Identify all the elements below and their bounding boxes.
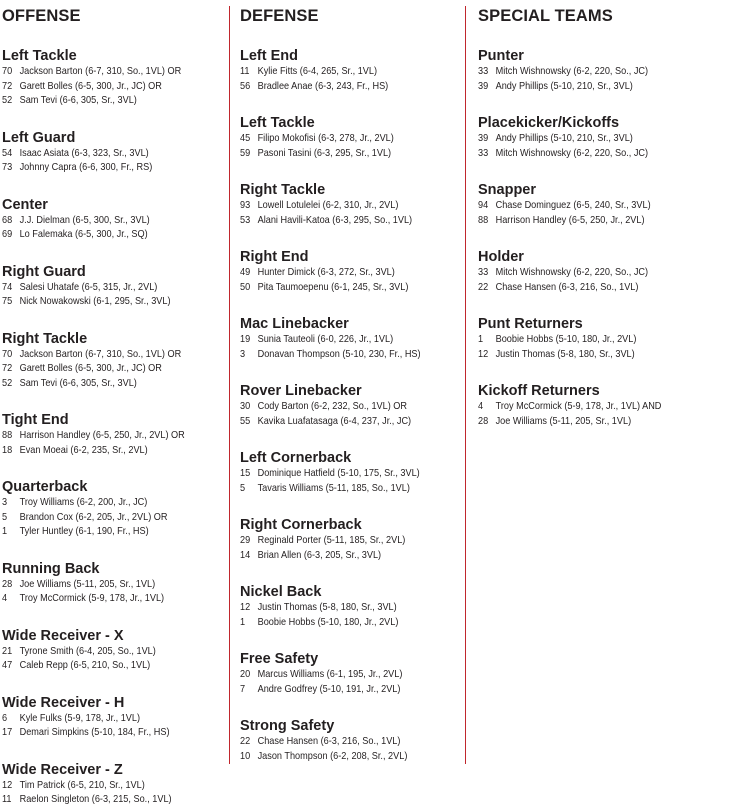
player-row xyxy=(478,66,648,78)
jersey-number: 70 xyxy=(2,348,13,360)
player-row xyxy=(240,334,393,346)
player-info: Mitch Wishnowsky (6-2, 220, So., JC) xyxy=(495,66,649,77)
player-row xyxy=(240,282,408,294)
position-heading: Wide Receiver - H xyxy=(2,694,125,711)
player-row xyxy=(478,282,638,294)
player-row xyxy=(2,81,162,93)
player-row xyxy=(2,296,171,308)
player-info: Troy McCormick (5-9, 178, Jr., 1VL) xyxy=(19,593,165,604)
jersey-number: 22 xyxy=(478,281,489,293)
player-row xyxy=(478,200,651,212)
player-row xyxy=(478,349,635,361)
player-info: Caleb Repp (6-5, 210, So., 1VL) xyxy=(19,660,151,671)
jersey-number: 70 xyxy=(2,66,13,77)
position-heading: Kickoff Returners xyxy=(478,383,600,399)
player-info: Isaac Asiata (6-3, 323, Sr., 3VL) xyxy=(19,147,149,159)
player-row xyxy=(240,133,394,145)
position-heading: Holder xyxy=(478,249,524,265)
jersey-number: 50 xyxy=(240,281,251,293)
jersey-number: 88 xyxy=(478,214,489,226)
player-info: Garett Bolles (6-5, 300, Jr., JC) OR xyxy=(19,80,162,92)
jersey-number: 10 xyxy=(240,750,251,762)
position-heading: Left Guard xyxy=(2,129,76,146)
player-info: Sam Tevi (6-6, 305, Sr., 3VL) xyxy=(19,95,137,106)
position-heading: Left Cornerback xyxy=(240,450,352,466)
player-info: Justin Thomas (5-8, 180, Sr., 3VL) xyxy=(257,602,397,613)
jersey-number: 6 xyxy=(2,712,8,724)
position-heading: Right Guard xyxy=(2,263,86,280)
player-info: Salesi Uhatafe (6-5, 315, Jr., 2VL) xyxy=(19,281,158,293)
player-info: Marcus Williams (6-1, 195, Jr., 2VL) xyxy=(257,669,403,680)
player-info: Demari Simpkins (5-10, 184, Fr., HS) xyxy=(19,727,170,738)
position-heading: Punter xyxy=(478,48,524,64)
player-row xyxy=(2,363,162,375)
player-row xyxy=(240,483,410,495)
player-info: Andy Phillips (5-10, 210, Sr., 3VL) xyxy=(495,80,633,92)
jersey-number: 47 xyxy=(2,660,13,671)
player-info: Filipo Mokofisi (6-3, 278, Jr., 2VL) xyxy=(257,133,394,144)
player-info: Harrison Handley (6-5, 250, Jr., 2VL) OR xyxy=(19,430,185,441)
jersey-number: 14 xyxy=(240,549,251,561)
player-row xyxy=(2,162,152,174)
jersey-number: 15 xyxy=(240,468,251,479)
player-row xyxy=(240,148,391,160)
player-info: Tavaris Williams (5-11, 185, So., 1VL) xyxy=(257,482,410,494)
jersey-number: 75 xyxy=(2,296,13,307)
player-info: Tyrone Smith (6-4, 205, So., 1VL) xyxy=(19,645,156,657)
player-row xyxy=(2,229,148,241)
player-info: Raelon Singleton (6-3, 215, So., 1VL) xyxy=(19,794,172,805)
jersey-number: 55 xyxy=(240,415,251,427)
player-row xyxy=(240,267,395,279)
jersey-number: 20 xyxy=(240,669,251,680)
position-heading: Rover Linebacker xyxy=(240,383,362,399)
player-row xyxy=(240,751,407,763)
player-row xyxy=(478,81,633,93)
jersey-number: 93 xyxy=(240,200,251,211)
player-info: Hunter Dimick (6-3, 272, Sr., 3VL) xyxy=(257,267,395,278)
player-info: Boobie Hobbs (5-10, 180, Jr., 2VL) xyxy=(495,334,637,345)
jersey-number: 30 xyxy=(240,401,251,412)
jersey-number: 73 xyxy=(2,162,13,173)
position-heading: Quarterback xyxy=(2,479,88,495)
player-info: Pasoni Tasini (6-3, 295, Sr., 1VL) xyxy=(257,147,392,159)
player-info: Joe Williams (5-11, 205, Sr., 1VL) xyxy=(495,415,632,427)
player-row xyxy=(240,602,397,614)
player-info: Andy Phillips (5-10, 210, Sr., 3VL) xyxy=(495,133,633,144)
column-divider xyxy=(229,6,230,764)
jersey-number: 12 xyxy=(240,602,251,613)
player-row xyxy=(2,794,172,806)
position-heading: Free Safety xyxy=(240,651,319,667)
player-info: Kylie Fitts (6-4, 265, Sr., 1VL) xyxy=(257,66,378,77)
player-row xyxy=(478,416,631,428)
player-row xyxy=(240,669,402,681)
player-info: Troy McCormick (5-9, 178, Jr., 1VL) AND xyxy=(495,401,662,412)
player-row xyxy=(2,579,155,591)
player-row xyxy=(478,215,645,227)
player-row xyxy=(2,282,157,294)
player-info: Lowell Lotulelei (6-2, 310, Jr., 2VL) xyxy=(257,200,399,211)
player-info: Sam Tevi (6-6, 305, Sr., 3VL) xyxy=(19,377,137,389)
position-heading: Snapper xyxy=(478,182,537,198)
jersey-number: 17 xyxy=(2,727,13,738)
jersey-number: 68 xyxy=(2,214,13,226)
jersey-number: 21 xyxy=(2,645,13,657)
jersey-number: 39 xyxy=(478,133,489,144)
player-info: Evan Moeai (6-2, 235, Sr., 2VL) xyxy=(19,444,148,456)
player-row xyxy=(2,148,149,160)
jersey-number: 52 xyxy=(2,377,13,389)
jersey-number: 11 xyxy=(240,66,250,77)
jersey-number: 5 xyxy=(2,511,8,523)
player-row xyxy=(478,133,633,145)
player-row xyxy=(2,430,185,442)
position-heading: Running Back xyxy=(2,560,100,577)
jersey-number: 3 xyxy=(2,497,8,508)
jersey-number: 11 xyxy=(2,794,12,805)
jersey-number: 88 xyxy=(2,430,13,441)
player-info: Garett Bolles (6-5, 300, Jr., JC) OR xyxy=(19,363,162,374)
position-heading: Center xyxy=(2,196,48,213)
player-info: Chase Dominguez (6-5, 240, Sr., 3VL) xyxy=(495,200,651,211)
position-heading: Right Tackle xyxy=(2,330,88,347)
player-row xyxy=(240,349,421,361)
column-title: SPECIAL TEAMS xyxy=(478,7,613,25)
player-info: Jackson Barton (6-7, 310, So., 1VL) OR xyxy=(19,66,182,77)
jersey-number: 4 xyxy=(2,593,8,604)
player-info: Jackson Barton (6-7, 310, So., 1VL) OR xyxy=(19,348,182,360)
position-heading: Placekicker/Kickoffs xyxy=(478,115,620,131)
player-row xyxy=(2,497,147,509)
player-row xyxy=(2,660,150,672)
player-info: Kavika Luafatasaga (6-4, 237, Jr., JC) xyxy=(257,415,412,427)
jersey-number: 3 xyxy=(240,348,246,360)
player-info: Bradlee Anae (6-3, 243, Fr., HS) xyxy=(257,80,389,92)
position-heading: Right Tackle xyxy=(240,182,326,198)
player-row xyxy=(2,378,137,390)
player-row xyxy=(2,349,181,361)
player-info: Tim Patrick (6-5, 210, Sr., 1VL) xyxy=(19,779,145,791)
player-info: Joe Williams (5-11, 205, Sr., 1VL) xyxy=(19,578,156,590)
player-row xyxy=(478,401,661,413)
player-info: Tyler Huntley (6-1, 190, Fr., HS) xyxy=(19,526,149,537)
player-info: Mitch Wishnowsky (6-2, 220, So., JC) xyxy=(495,147,649,159)
player-info: Alani Havili-Katoa (6-3, 295, So., 1VL) xyxy=(257,214,413,226)
player-row xyxy=(478,334,636,346)
player-info: Andre Godfrey (5-10, 191, Jr., 2VL) xyxy=(257,683,401,695)
player-row xyxy=(240,66,377,78)
player-info: Jason Thompson (6-2, 208, Sr., 2VL) xyxy=(257,750,408,762)
jersey-number: 12 xyxy=(2,779,13,791)
player-info: Harrison Handley (6-5, 250, Jr., 2VL) xyxy=(495,214,645,226)
player-row xyxy=(240,535,405,547)
jersey-number: 7 xyxy=(240,683,246,695)
player-info: Reginald Porter (5-11, 185, Sr., 2VL) xyxy=(257,535,406,546)
player-row xyxy=(2,780,145,792)
position-heading: Right Cornerback xyxy=(240,517,362,533)
jersey-number: 49 xyxy=(240,267,251,278)
jersey-number: 1 xyxy=(478,334,484,345)
jersey-number: 33 xyxy=(478,267,489,278)
player-row xyxy=(2,727,170,739)
position-heading: Wide Receiver - X xyxy=(2,627,124,644)
player-row xyxy=(240,401,407,413)
player-row xyxy=(2,526,149,538)
player-info: J.J. Dielman (6-5, 300, Sr., 3VL) xyxy=(19,214,150,226)
jersey-number: 28 xyxy=(2,578,13,590)
jersey-number: 53 xyxy=(240,214,251,226)
jersey-number: 19 xyxy=(240,334,251,345)
jersey-number: 69 xyxy=(2,229,13,240)
player-info: Kyle Fulks (5-9, 178, Jr., 1VL) xyxy=(19,712,141,724)
jersey-number: 45 xyxy=(240,133,251,144)
player-info: Dominique Hatfield (5-10, 175, Sr., 3VL) xyxy=(257,468,420,479)
column-title: DEFENSE xyxy=(240,7,319,25)
player-info: Pita Taumoepenu (6-1, 245, Sr., 3VL) xyxy=(257,281,409,293)
position-heading: Nickel Back xyxy=(240,584,322,600)
position-heading: Strong Safety xyxy=(240,718,335,734)
column-title: OFFENSE xyxy=(2,7,81,25)
player-row xyxy=(240,215,412,227)
jersey-number: 1 xyxy=(240,616,246,628)
player-row xyxy=(2,512,167,524)
jersey-number: 52 xyxy=(2,95,13,106)
player-row xyxy=(478,267,648,279)
player-row xyxy=(2,95,137,107)
player-row xyxy=(2,66,181,78)
jersey-number: 22 xyxy=(240,736,251,747)
player-info: Chase Hansen (6-3, 216, So., 1VL) xyxy=(257,736,401,747)
position-heading: Tight End xyxy=(2,412,69,428)
jersey-number: 18 xyxy=(2,444,13,456)
player-info: Troy Williams (6-2, 200, Jr., JC) xyxy=(19,497,148,508)
player-info: Nick Nowakowski (6-1, 295, Sr., 3VL) xyxy=(19,296,171,307)
jersey-number: 72 xyxy=(2,80,13,92)
jersey-number: 12 xyxy=(478,348,489,360)
player-info: Brian Allen (6-3, 205, Sr., 3VL) xyxy=(257,549,382,561)
column-divider xyxy=(465,6,466,764)
player-row xyxy=(240,416,411,428)
player-info: Mitch Wishnowsky (6-2, 220, So., JC) xyxy=(495,267,649,278)
position-heading: Left Tackle xyxy=(2,48,77,64)
player-row xyxy=(2,593,164,605)
jersey-number: 56 xyxy=(240,80,251,92)
jersey-number: 28 xyxy=(478,415,489,427)
player-row xyxy=(240,550,381,562)
jersey-number: 39 xyxy=(478,80,489,92)
position-heading: Wide Receiver - Z xyxy=(2,761,123,778)
player-row xyxy=(240,200,398,212)
player-row xyxy=(2,646,156,658)
jersey-number: 4 xyxy=(478,401,484,412)
player-row xyxy=(240,617,398,629)
player-info: Lo Falemaka (6-5, 300, Jr., SQ) xyxy=(19,229,148,240)
position-heading: Right End xyxy=(240,249,309,265)
player-row xyxy=(240,684,400,696)
player-info: Justin Thomas (5-8, 180, Sr., 3VL) xyxy=(495,348,635,360)
jersey-number: 59 xyxy=(240,147,251,159)
player-row xyxy=(240,736,400,748)
player-info: Boobie Hobbs (5-10, 180, Jr., 2VL) xyxy=(257,616,399,628)
position-heading: Left Tackle xyxy=(240,115,315,131)
player-row xyxy=(240,468,420,480)
player-info: Cody Barton (6-2, 232, So., 1VL) OR xyxy=(257,401,408,412)
player-row xyxy=(2,445,148,457)
jersey-number: 94 xyxy=(478,200,489,211)
player-info: Sunia Tauteoli (6-0, 226, Jr., 1VL) xyxy=(257,334,394,345)
jersey-number: 1 xyxy=(2,526,8,537)
player-info: Johnny Capra (6-6, 300, Fr., RS) xyxy=(19,162,153,173)
jersey-number: 29 xyxy=(240,535,251,546)
jersey-number: 33 xyxy=(478,147,489,159)
position-heading: Punt Returners xyxy=(478,316,583,332)
player-row xyxy=(240,81,388,93)
player-info: Chase Hansen (6-3, 216, So., 1VL) xyxy=(495,281,639,293)
player-row xyxy=(478,148,648,160)
position-heading: Left End xyxy=(240,48,298,64)
jersey-number: 33 xyxy=(478,66,489,77)
player-info: Donavan Thompson (5-10, 230, Fr., HS) xyxy=(257,348,421,360)
jersey-number: 72 xyxy=(2,363,13,374)
player-info: Brandon Cox (6-2, 205, Jr., 2VL) OR xyxy=(19,511,168,523)
player-row xyxy=(2,215,150,227)
jersey-number: 74 xyxy=(2,281,13,293)
position-heading: Mac Linebacker xyxy=(240,316,349,332)
player-row xyxy=(2,713,140,725)
jersey-number: 5 xyxy=(240,482,246,494)
jersey-number: 54 xyxy=(2,147,13,159)
